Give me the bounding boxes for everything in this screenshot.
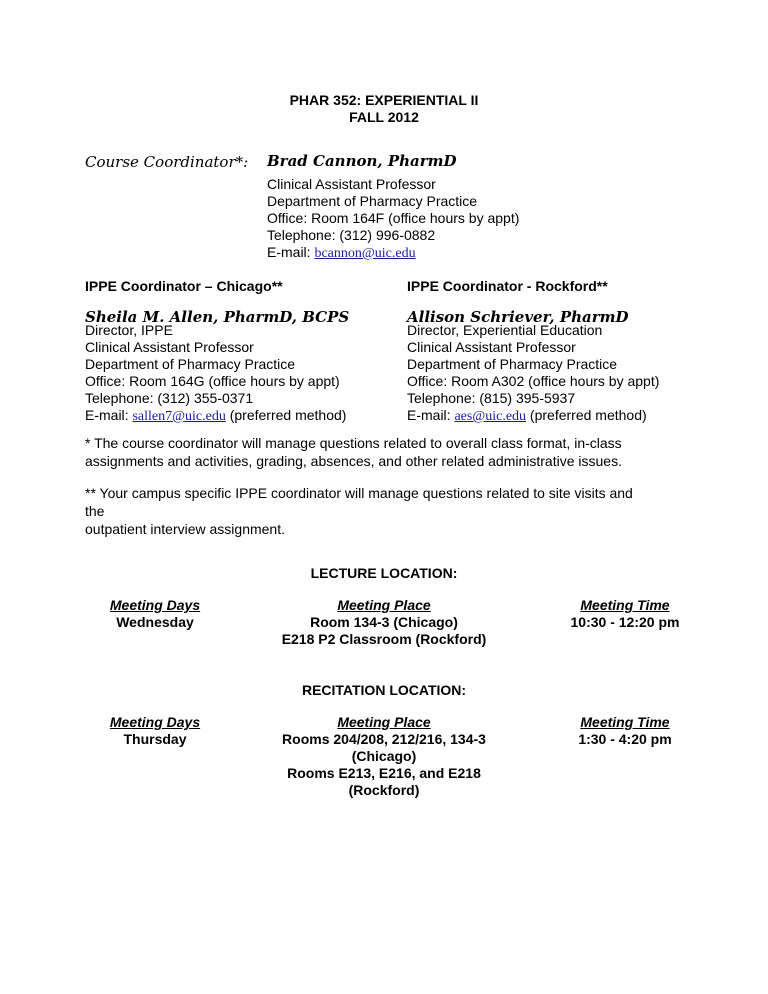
recitation-place-line: Rooms E213, E216, and E218 [287, 765, 481, 781]
course-coordinator-label: Course Coordinator*: [85, 153, 249, 171]
rockford-role: Director, Experiential Education [407, 322, 603, 338]
course-title: PHAR 352: EXPERIENTIAL II [289, 92, 479, 108]
recitation-days [85, 714, 225, 748]
note-double-star-line-2: outpatient interview assignment. [85, 521, 285, 537]
course-term: FALL 2012 [349, 109, 419, 125]
rockford-email-link[interactable]: aes@uic.edu [454, 409, 527, 424]
chicago-email-prefix: E-mail: [85, 407, 133, 423]
ippe-coordinator-note [85, 484, 645, 538]
coordinator-email-link[interactable]: bcannon@uic.edu [314, 246, 416, 261]
coordinator-office: Office: Room 164F (office hours by appt) [267, 210, 520, 226]
recitation-place-line: (Chicago) [351, 748, 417, 764]
lecture-time-value: 10:30 - 12:20 pm [570, 614, 680, 630]
coordinator-telephone: Telephone: (312) 996-0882 [267, 227, 436, 243]
recitation-time-value: 1:30 - 4:20 pm [578, 731, 672, 747]
course-coordinator-details [267, 176, 519, 262]
recitation-time [540, 714, 710, 748]
rockford-office: Office: Room A302 (office hours by appt) [407, 373, 660, 389]
lecture-days-label: Meeting Days [109, 597, 201, 613]
chicago-telephone: Telephone: (312) 355-0371 [85, 390, 254, 406]
chicago-email-line [85, 407, 346, 425]
recitation-place-line: Rooms 204/208, 212/216, 134-3 [282, 731, 486, 747]
chicago-email-suffix: (preferred method) [225, 407, 347, 423]
lecture-place-line: Room 134-3 (Chicago) [310, 614, 458, 630]
rockford-telephone: Telephone: (815) 395-5937 [407, 390, 576, 406]
course-coordinator-note [85, 434, 645, 470]
lecture-time-label: Meeting Time [580, 597, 670, 613]
rockford-email-suffix: (preferred method) [526, 407, 647, 423]
rockford-department: Department of Pharmacy Practice [407, 356, 618, 372]
ippe-chicago-heading: IPPE Coordinator – Chicago** [85, 278, 283, 294]
coordinator-title: Clinical Assistant Professor [267, 176, 436, 192]
rockford-title: Clinical Assistant Professor [407, 339, 576, 355]
ippe-chicago-name: Sheila M. Allen, PharmD, BCPS [85, 308, 350, 326]
chicago-office: Office: Room 164G (office hours by appt) [85, 373, 340, 389]
ippe-rockford-heading: IPPE Coordinator - Rockford** [407, 278, 608, 294]
lecture-days-value: Wednesday [116, 614, 194, 630]
chicago-role: Director, IPPE [85, 322, 173, 338]
lecture-location-heading: LECTURE LOCATION: [310, 565, 458, 581]
ippe-chicago-details [85, 322, 346, 425]
ippe-rockford-details [407, 322, 659, 425]
lecture-place-line: E218 P2 Classroom (Rockford) [281, 631, 487, 647]
recitation-place [264, 714, 504, 799]
lecture-time [540, 597, 710, 631]
recitation-location-heading: RECITATION LOCATION: [301, 682, 467, 698]
recitation-place-label: Meeting Place [337, 714, 431, 730]
chicago-email-link[interactable]: sallen7@uic.edu [132, 409, 226, 424]
coordinator-email-line [267, 244, 519, 262]
recitation-place-line: (Rockford) [348, 782, 420, 798]
lecture-days [85, 597, 225, 631]
rockford-email-prefix: E-mail: [407, 407, 455, 423]
lecture-place [264, 597, 504, 648]
coordinator-department: Department of Pharmacy Practice [267, 193, 478, 209]
lecture-place-label: Meeting Place [337, 597, 431, 613]
rockford-email-line [407, 407, 659, 425]
recitation-days-label: Meeting Days [109, 714, 201, 730]
chicago-department: Department of Pharmacy Practice [85, 356, 296, 372]
note-single-star-line-2: assignments and activities, grading, absences, and other related administrative issues. [85, 453, 622, 469]
chicago-title: Clinical Assistant Professor [85, 339, 254, 355]
note-double-star-line-1: ** Your campus specific IPPE coordinator will manage questions related to site visits and the [85, 485, 633, 519]
course-coordinator-name: Brad Cannon, PharmD [267, 152, 457, 170]
recitation-time-label: Meeting Time [580, 714, 670, 730]
coordinator-email-prefix: E-mail: [267, 244, 315, 260]
ippe-rockford-name: Allison Schriever, PharmD [407, 308, 629, 326]
recitation-days-value: Thursday [123, 731, 187, 747]
note-single-star-line-1: * The course coordinator will manage questions related to overall class format, in-class [85, 435, 622, 451]
